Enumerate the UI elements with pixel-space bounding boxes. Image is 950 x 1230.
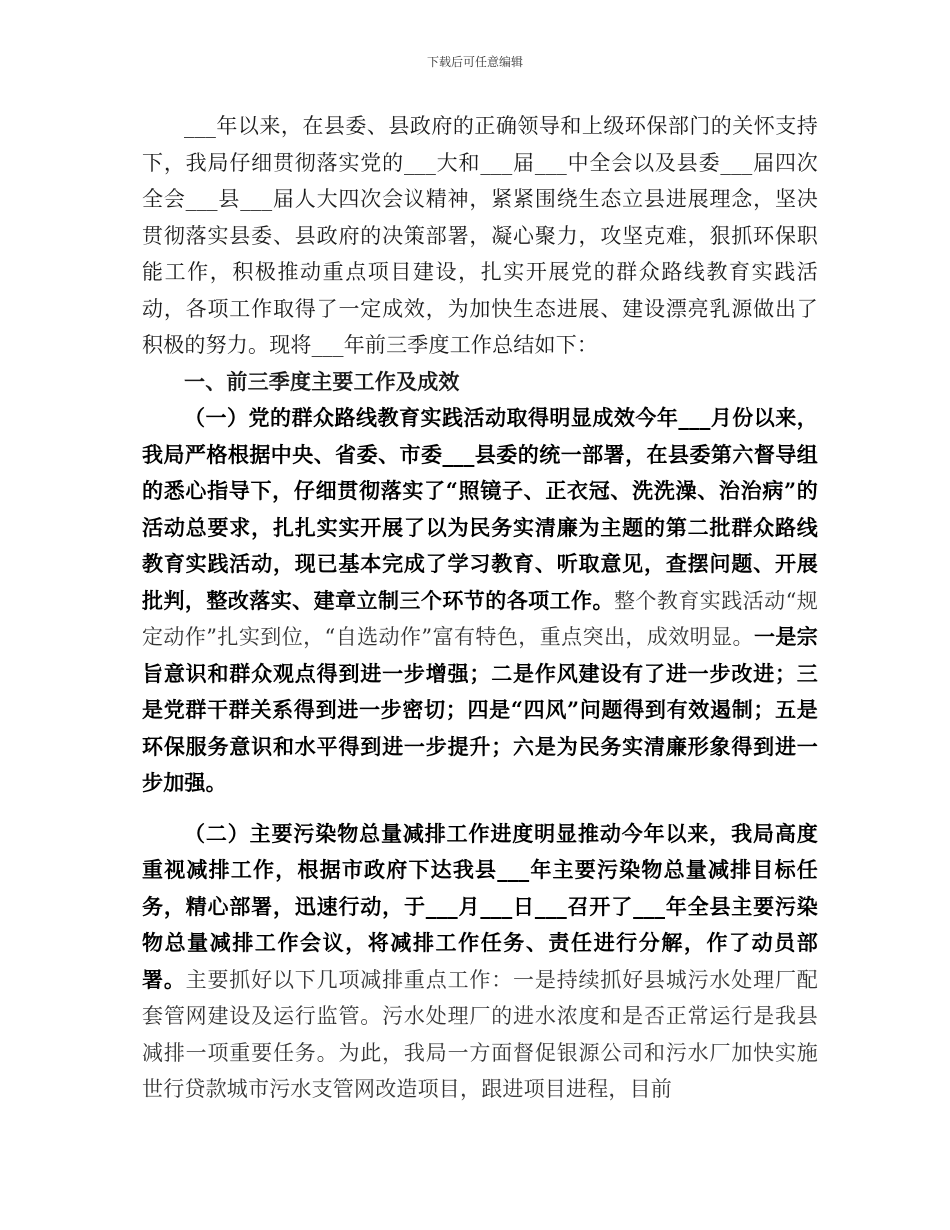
paragraph-party-activity-normal: 整个教育实践活动“规定动作”扎实到位，“自选动作”富有特色，重点突出，成效明显。 <box>142 588 818 649</box>
paragraph-emission-reduction-bold: （二）主要污染物总量减排工作进度明显推动今年以来，我局高度重视减排工作，根据市政府下达我县___年主要污染物总量减排目标任务，精心部署，迅速行动，于___月___日___召开了___年全县主要污染物总量减排工作会议，将减排工作任务、责任进行分解，作了动员部署。 <box>142 820 818 992</box>
page-header-note: 下载后可任意编辑 <box>426 55 523 69</box>
paragraph-gap <box>142 802 818 816</box>
paragraph-party-activity-results: 一是宗旨意识和群众观点得到进一步增强；二是作风建设有了进一步改进；三是党群干群关系得到进一步密切；四是“四风”问题得到有效遏制；五是环保服务意识和水平得到进一步提升；六是为民务实清廉形象得到进一步加强。 <box>142 624 818 795</box>
paragraph-emission-reduction <box>142 816 818 1108</box>
paragraph-emission-reduction-normal: 主要抓好以下几项减排重点工作：一是持续抓好县城污水处理厂配套管网建设及运行监管。污水处理厂的进水浓度和是否正常运行是我县减排一项重要任务。为此，我局一方面督促银源公司和污水厂加快实施世行贷款城市污水支管网改造项目，跟进项目进程，目前 <box>142 967 818 1101</box>
section-heading: 一、前三季度主要工作及成效 <box>184 368 460 394</box>
intro-paragraph: ___年以来，在县委、县政府的正确领导和上级环保部门的关怀支持下，我局仔细贯彻落实党的___大和___届___中全会以及县委___届四次全会___县___届人大四次会议精神，紧紧围绕生态立县进展理念，坚决贯彻落实县委、县政府的决策部署，凝心聚力，攻坚克难，狠抓环保职能工作，积极推动重点项目建设，扎实开展党的群众路线教育实践活动，各项工作取得了一定成效，为加快生态进展、建设漂亮乳源做出了积极的努力。现将___年前三季度工作总结如下： <box>142 114 818 357</box>
paragraph-party-activity <box>142 400 818 802</box>
document-body <box>142 108 818 1108</box>
paragraph-party-activity-bold: （一）党的群众路线教育实践活动取得明显成效今年___月份以来，我局严格根据中央、省委、市委___县委的统一部署，在县委第六督导组的悉心指导下，仔细贯彻落实了“照镜子、正衣冠、洗洗澡、治治病”的活动总要求，扎扎实实开展了以为民务实清廉为主题的第二批群众路线教育实践活动，现已基本完成了学习教育、听取意见，查摆问题、开展批判，整改落实、建章立制三个环节的各项工作。 <box>142 405 818 613</box>
